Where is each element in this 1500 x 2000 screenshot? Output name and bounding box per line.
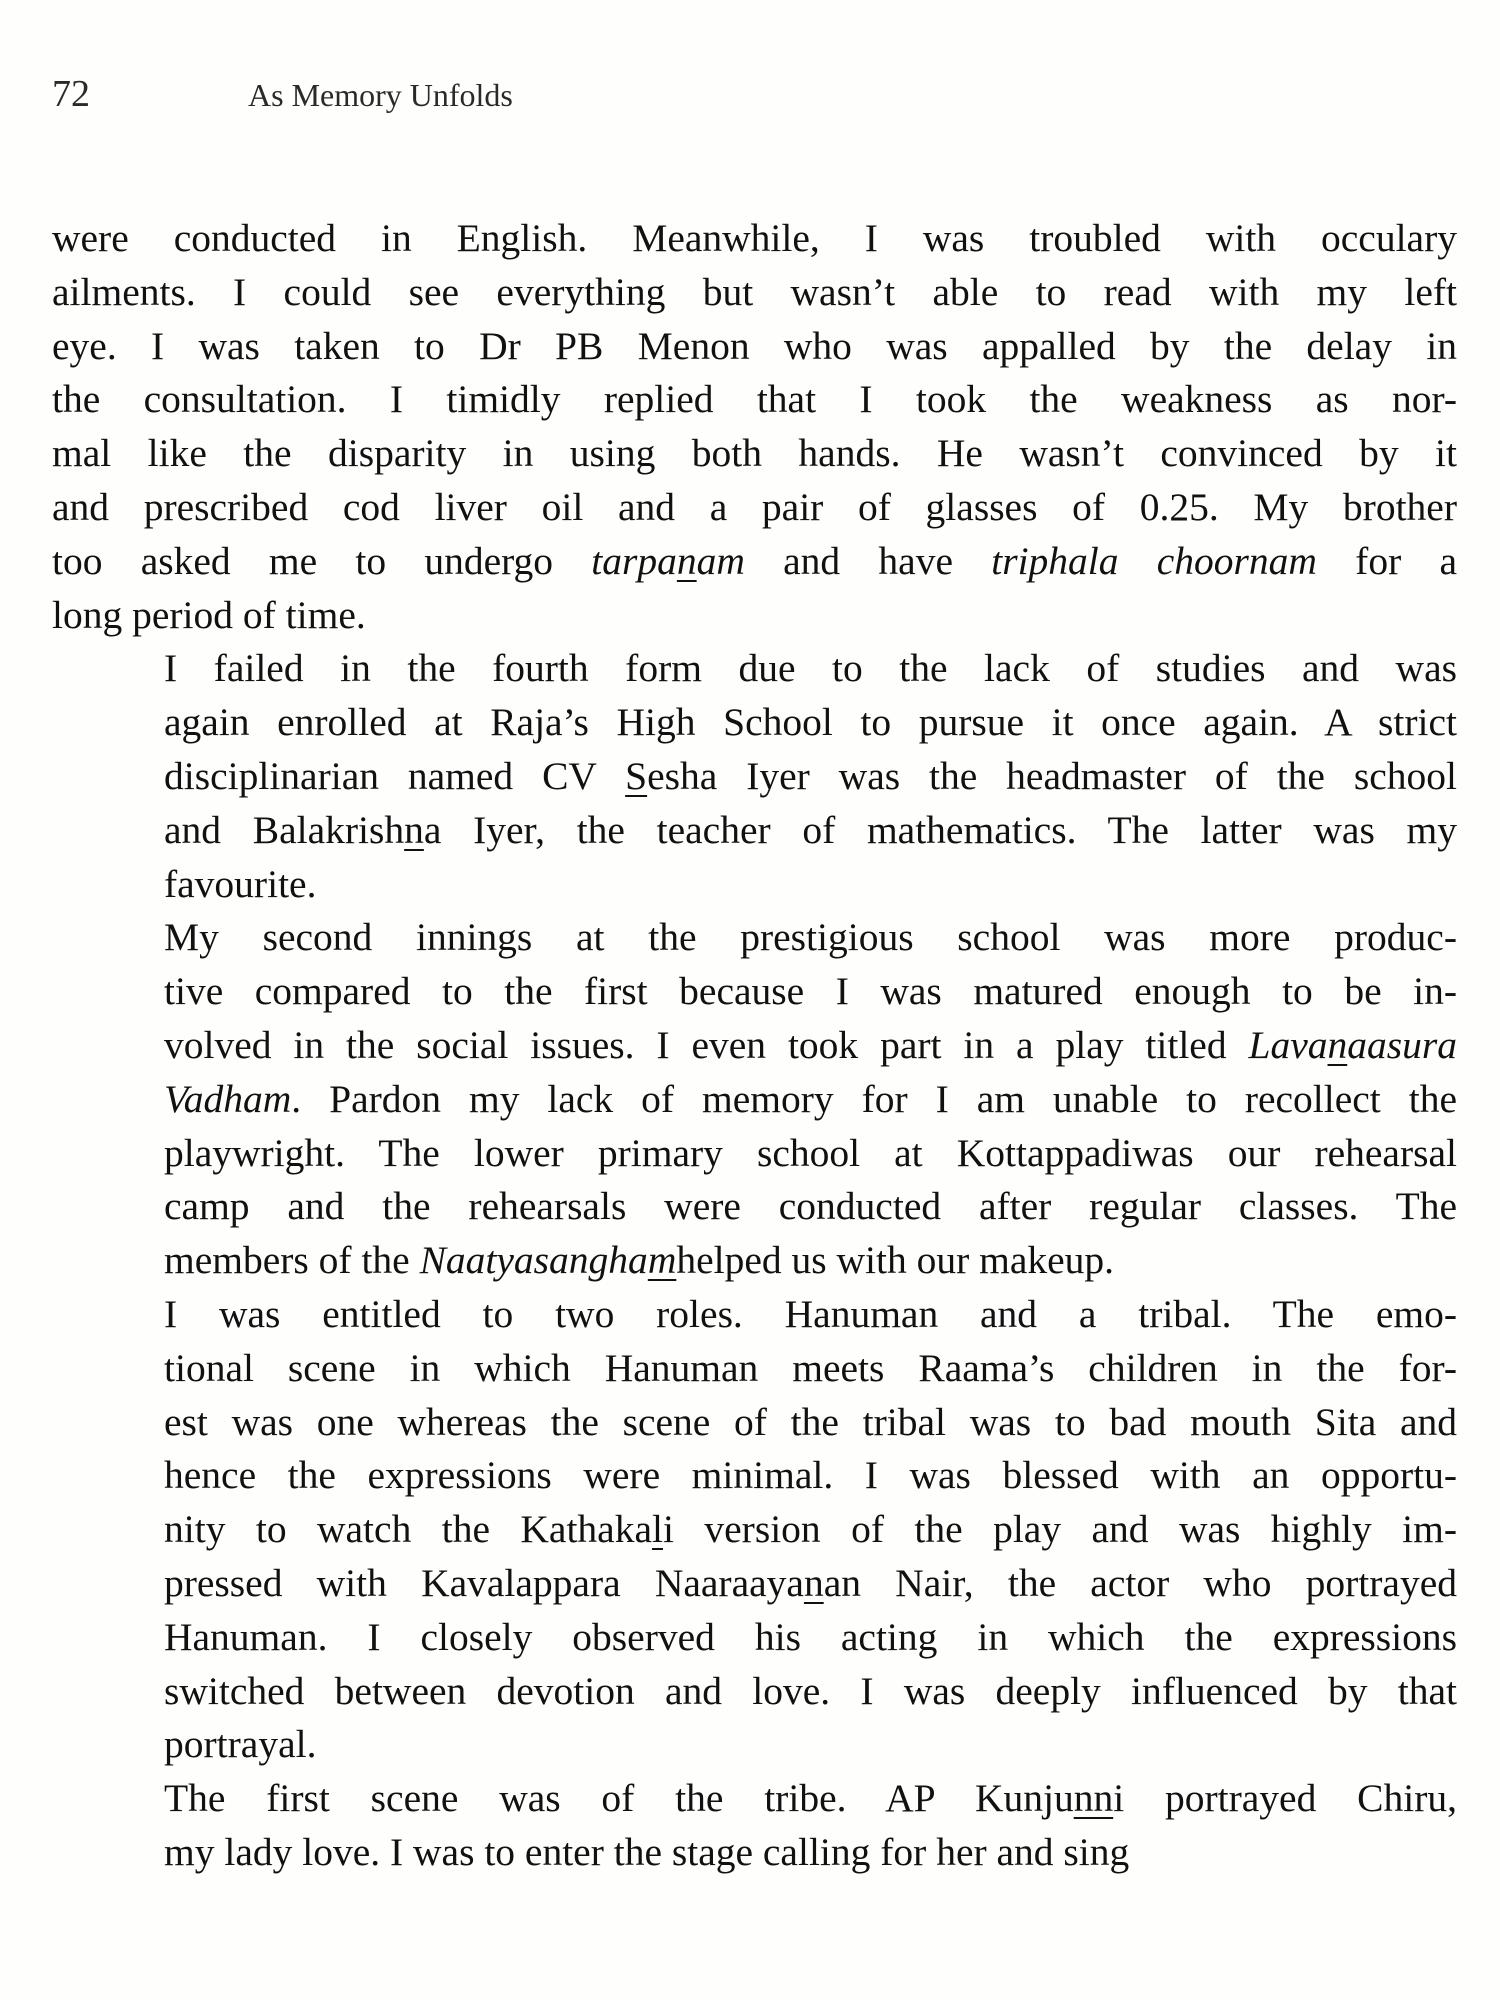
running-title: As Memory Unfolds xyxy=(248,77,513,113)
text-run: portrayal. xyxy=(164,1722,317,1767)
text-line xyxy=(52,1019,1457,1073)
text-run: tarpa xyxy=(591,538,677,583)
text-run: again enrolled at Raja’s High School to pursue it once again. A strict xyxy=(164,700,1457,745)
text-run: were conducted in English. Meanwhile, I was troubled with occulary xyxy=(52,216,1457,260)
text-run: ailments. I could see everything but wasn’t able to read with my left xyxy=(52,269,1457,314)
text-line xyxy=(52,1665,1457,1719)
text-run: tional scene in which Hanuman meets Raama’s children in the for- xyxy=(164,1345,1457,1390)
text-run: n xyxy=(676,538,697,583)
text-run: I failed in the fourth form due to the lack of studies and was xyxy=(164,646,1457,691)
text-run: Hanuman. I closely observed his acting in which the expressions xyxy=(164,1614,1457,1659)
text-line xyxy=(52,212,1457,266)
text-line xyxy=(52,1127,1457,1181)
text-line xyxy=(52,1288,1457,1342)
text-run: and have xyxy=(744,538,992,583)
text-line xyxy=(52,1826,1457,1880)
text-line xyxy=(52,1180,1457,1234)
text-run: switched between devotion and love. I was deeply influenced by that xyxy=(164,1668,1457,1713)
paragraph-1 xyxy=(52,212,1457,642)
text-line xyxy=(52,535,1457,589)
text-line xyxy=(52,1396,1457,1450)
text-line xyxy=(52,1503,1457,1557)
running-header xyxy=(52,72,513,116)
text-run: triphala choornam xyxy=(991,538,1317,583)
text-run: favourite. xyxy=(164,861,317,906)
text-line xyxy=(52,1073,1457,1127)
text-run: eye. I was taken to Dr PB Menon who was appalled by the delay in xyxy=(52,323,1457,368)
text-line xyxy=(52,1449,1457,1503)
text-run: S xyxy=(625,753,648,798)
text-line xyxy=(52,1611,1457,1665)
text-line xyxy=(52,696,1457,750)
text-run: est was one whereas the scene of the tribal was to bad mouth Sita and xyxy=(164,1399,1457,1444)
text-run: i version of the play and was highly im- xyxy=(663,1507,1458,1552)
text-run: and Balakrish xyxy=(164,807,405,852)
text-line xyxy=(52,911,1457,965)
text-run: for a xyxy=(1316,538,1457,583)
text-run: esha Iyer was the headmaster of the school xyxy=(647,753,1457,798)
text-run: l xyxy=(652,1507,663,1552)
text-run: n xyxy=(803,1560,824,1605)
text-run: My second innings at the prestigious school was more produc- xyxy=(164,915,1457,960)
paragraph-3 xyxy=(52,911,1457,1288)
text-line xyxy=(52,965,1457,1019)
text-run: camp and the rehearsals were conducted after regular classes. The xyxy=(164,1184,1457,1229)
text-line xyxy=(52,427,1457,481)
text-run: volved in the social issues. I even took part in a play titled xyxy=(164,1022,1249,1067)
text-line xyxy=(52,1342,1457,1396)
text-run: i portrayed Chiru, xyxy=(1113,1776,1457,1821)
text-run: playwright. The lower primary school at Kottappadiwas our rehearsal xyxy=(164,1130,1457,1175)
text-run: too asked me to undergo xyxy=(52,538,592,583)
text-run: long period of time. xyxy=(52,592,366,637)
text-line xyxy=(52,481,1457,535)
text-run: Naatyasangha xyxy=(419,1238,648,1283)
text-line xyxy=(52,589,1457,643)
text-run: n xyxy=(1327,1022,1348,1067)
text-run: hence the expressions were minimal. I was blessed with an opportu- xyxy=(164,1453,1457,1498)
page-number: 72 xyxy=(52,73,90,115)
body-text xyxy=(52,212,1457,1880)
paragraph-2 xyxy=(52,642,1457,911)
text-line xyxy=(52,642,1457,696)
text-run: helped us with our makeup. xyxy=(676,1238,1115,1283)
text-run: m xyxy=(647,1238,677,1283)
text-run: disciplinarian named CV xyxy=(164,753,626,798)
text-run: am xyxy=(696,538,745,583)
text-line xyxy=(52,750,1457,804)
text-run: I was entitled to two roles. Hanuman and a tribal. The emo- xyxy=(164,1291,1457,1336)
text-run: nn xyxy=(1073,1776,1114,1821)
text-run: Vadham xyxy=(164,1076,292,1121)
text-run: an Nair, the actor who portrayed xyxy=(823,1560,1457,1605)
text-line xyxy=(52,266,1457,320)
text-run: mal like the disparity in using both hands. He wasn’t convinced by it xyxy=(52,431,1457,476)
text-line xyxy=(52,1557,1457,1611)
text-line xyxy=(52,320,1457,374)
text-line xyxy=(52,804,1457,858)
text-line xyxy=(52,373,1457,427)
text-run: Lava xyxy=(1248,1022,1328,1067)
text-run: the consultation. I timidly replied that I took the weakness as nor- xyxy=(52,377,1457,422)
paragraph-5 xyxy=(52,1772,1457,1880)
text-line xyxy=(52,1772,1457,1826)
text-run: tive compared to the first because I was matured enough to be in- xyxy=(164,969,1457,1014)
text-run: nity to watch the Kathaka xyxy=(164,1507,653,1552)
text-run: . Pardon my lack of memory for I am unable to recollect the xyxy=(291,1076,1457,1121)
text-line xyxy=(52,1718,1457,1772)
paragraph-4 xyxy=(52,1288,1457,1772)
text-run: pressed with Kavalappara Naaraaya xyxy=(164,1560,804,1605)
text-run: n xyxy=(404,807,424,852)
text-run: The first scene was of the tribe. AP Kunju xyxy=(164,1776,1074,1821)
text-run: aasura xyxy=(1347,1022,1457,1067)
text-run: members of the xyxy=(164,1238,420,1283)
text-line xyxy=(52,1234,1457,1288)
text-run: my lady love. I was to enter the stage calling for her and sing xyxy=(164,1829,1130,1874)
text-run: and prescribed cod liver oil and a pair of glasses of 0.25. My brother xyxy=(52,484,1457,529)
text-line xyxy=(52,858,1457,912)
text-run: a Iyer, the teacher of mathematics. The latter was my xyxy=(423,807,1457,852)
